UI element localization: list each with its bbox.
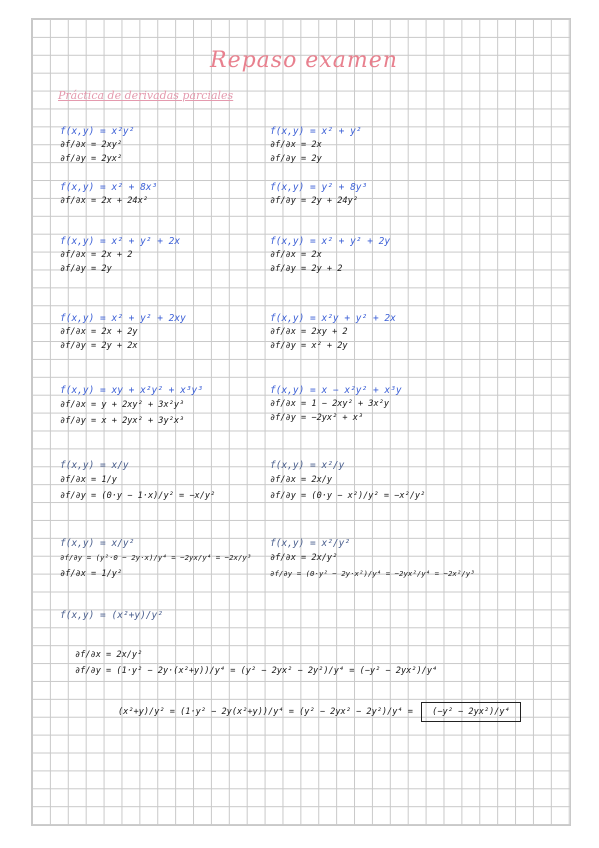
partial-derivative: ∂f/∂y = 2y + 24y² xyxy=(270,196,358,206)
function-definition: f(x,y) = x² + y² + 2xy xyxy=(60,313,186,324)
function-definition: f(x,y) = x²/y xyxy=(270,460,345,471)
partial-derivative: ∂f/∂y = 2y + 2 xyxy=(270,264,343,274)
function-definition: f(x,y) = x/y² xyxy=(60,538,135,549)
partial-derivative: ∂f/∂y = (1·y² − 2y·(x²+y))/y⁴ = (y² − 2yx² − 2y²)/y⁴ = (−y² − 2yx²)/y⁴ xyxy=(75,666,438,676)
exercise-block xyxy=(270,313,520,353)
partial-derivative: ∂f/∂x = 2x/y xyxy=(270,475,333,485)
partial-derivative: ∂f/∂x = 2x xyxy=(270,140,322,150)
partial-derivative: ∂f/∂y = (y²·0 − 2y·x)/y⁴ = −2yx/y⁴ = −2x/y³ xyxy=(60,553,252,562)
function-definition: f(x,y) = x² + y² + 2x xyxy=(60,236,181,247)
partial-derivative: ∂f/∂x = 2xy + 2 xyxy=(270,327,348,337)
partial-derivative: ∂f/∂x = 1/y xyxy=(60,475,117,485)
partial-derivative: ∂f/∂x = y + 2xy² + 3x²y³ xyxy=(60,400,185,410)
exercise-derivatives xyxy=(75,647,495,679)
partial-derivative: ∂f/∂y = 2yx² xyxy=(60,154,123,164)
function-definition: f(x,y) = x² + y² xyxy=(270,126,362,137)
function-definition: f(x,y) = y² + 8y³ xyxy=(270,182,368,193)
partial-derivative: ∂f/∂x = 2x/y² xyxy=(75,650,143,660)
exercise-block xyxy=(270,126,520,166)
function-definition: f(x,y) = x² + y² + 2y xyxy=(270,236,391,247)
function-definition: f(x,y) = x/y xyxy=(60,460,129,471)
boxed-result: (−y² − 2yx²)/y⁴ xyxy=(421,702,521,722)
final-step: = (y² − 2yx² − 2y²)/y⁴ xyxy=(288,707,403,717)
exercise-block xyxy=(270,236,520,276)
final-lhs: (x²+y)/y² xyxy=(118,707,165,717)
partial-derivative: ∂f/∂y = x + 2yx² + 3y²x³ xyxy=(60,416,185,426)
function-definition: f(x,y) = x²y² xyxy=(60,126,135,137)
partial-derivative: ∂f/∂y = (0·y² − 2y·x²)/y⁴ = −2yx²/y⁴ = −2x²/y³ xyxy=(270,569,475,578)
final-step: = (1·y² − 2y(x²+y))/y⁴ xyxy=(169,707,284,717)
exercise-block xyxy=(270,182,520,208)
partial-derivative: ∂f/∂y = 2y xyxy=(270,154,322,164)
page-subtitle: Práctica de derivadas parciales xyxy=(58,89,234,102)
final-result-line xyxy=(118,702,521,722)
function-definition: f(x,y) = x²/y² xyxy=(270,538,351,549)
partial-derivative: ∂f/∂x = 1/y² xyxy=(60,569,123,579)
partial-derivative: ∂f/∂x = 1 − 2xy² + 3x²y xyxy=(270,399,389,409)
exercise-block xyxy=(60,610,480,622)
function-definition: f(x,y) = xy + x²y² + x³y³ xyxy=(60,385,203,396)
function-definition: f(x,y) = (x²+y)/y² xyxy=(60,610,163,621)
function-definition: f(x,y) = x²y + y² + 2x xyxy=(270,313,396,324)
partial-derivative: ∂f/∂x = 2x + 2y xyxy=(60,327,138,337)
function-definition: f(x,y) = x − x²y² + x³y xyxy=(270,385,402,396)
partial-derivative: ∂f/∂y = 2y xyxy=(60,264,112,274)
partial-derivative: ∂f/∂y = (0·y − x²)/y² = −x²/y² xyxy=(270,491,426,501)
exercise-block xyxy=(60,538,265,582)
partial-derivative: ∂f/∂x = 2x xyxy=(270,250,322,260)
final-step: = xyxy=(407,707,413,717)
exercise-block xyxy=(270,385,520,425)
exercise-block xyxy=(270,538,565,582)
partial-derivative: ∂f/∂y = x² + 2y xyxy=(270,341,348,351)
partial-derivative: ∂f/∂y = 2y + 2x xyxy=(60,341,138,351)
page-title: Repaso examen xyxy=(210,48,398,73)
partial-derivative: ∂f/∂x = 2x/y² xyxy=(270,553,338,563)
partial-derivative: ∂f/∂y = −2yx² + x³ xyxy=(270,413,364,423)
partial-derivative: ∂f/∂x = 2x + 2 xyxy=(60,250,133,260)
function-definition: f(x,y) = x² + 8x³ xyxy=(60,182,158,193)
exercise-block xyxy=(270,460,520,504)
partial-derivative: ∂f/∂x = 2xy² xyxy=(60,140,123,150)
partial-derivative: ∂f/∂y = (0·y − 1·x)/y² = −x/y² xyxy=(60,491,216,501)
partial-derivative: ∂f/∂x = 2x + 24x² xyxy=(60,196,148,206)
